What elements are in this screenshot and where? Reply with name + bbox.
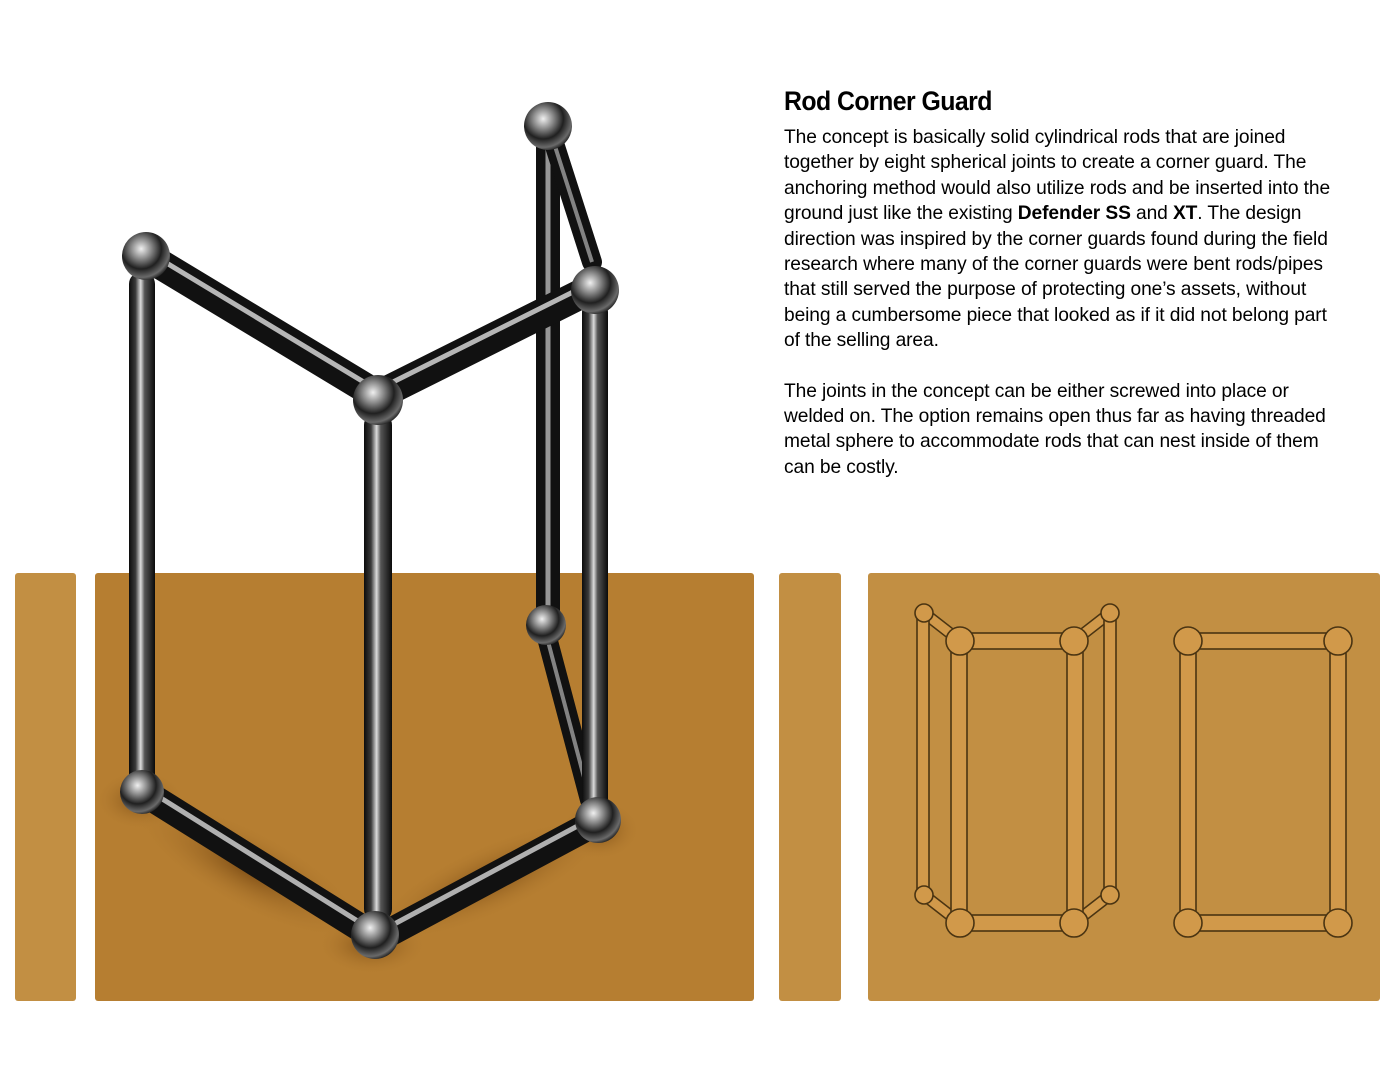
plan-drawing-angled [915, 604, 1119, 937]
ground-strip-middle [779, 573, 841, 1001]
description-paragraph-2: The joints in the concept can be either screwed into place or welded on. The option remains open thus far as having threaded metal sphere to accommodate rods that can nest inside of them can be costly. [784, 380, 1326, 478]
joint-back-top [524, 102, 572, 150]
joint-center-top [353, 375, 403, 425]
product-name-xt: XT [1172, 203, 1198, 225]
joint-left-top [122, 232, 170, 280]
plan-drawing-front [1174, 627, 1352, 937]
paragraph-1-text-b: and [1130, 203, 1173, 225]
product-name-defender-ss: Defender SS [1017, 203, 1131, 225]
joint-center-bottom [351, 911, 399, 959]
joint-back-bottom [526, 605, 566, 645]
paragraph-1-text-c: . The design direction was inspired by the corner guards found during the field research where many of the corner guards were bent rods/pipes that still served the purpose of protecting one’s assets, without being a cumbersome piece that looked as if it did not belong part of the selling area. [784, 203, 1328, 352]
joint-right-top [571, 266, 619, 314]
description-block [784, 86, 1344, 480]
paragraph-1-text-a: The concept is basically solid cylindrical rods that are joined together by eight spherical joints to create a corner guard. The anchoring method would also utilize rods and be inserted into the ground just like the existing [784, 127, 1331, 225]
description-paragraph-1 [784, 125, 1344, 354]
plan-view-drawings [868, 573, 1380, 1001]
page-title: Rod Corner Guard [784, 86, 992, 116]
top-rods [145, 250, 595, 392]
joint-right-bottom [575, 797, 621, 843]
joint-left-bottom [120, 770, 164, 814]
